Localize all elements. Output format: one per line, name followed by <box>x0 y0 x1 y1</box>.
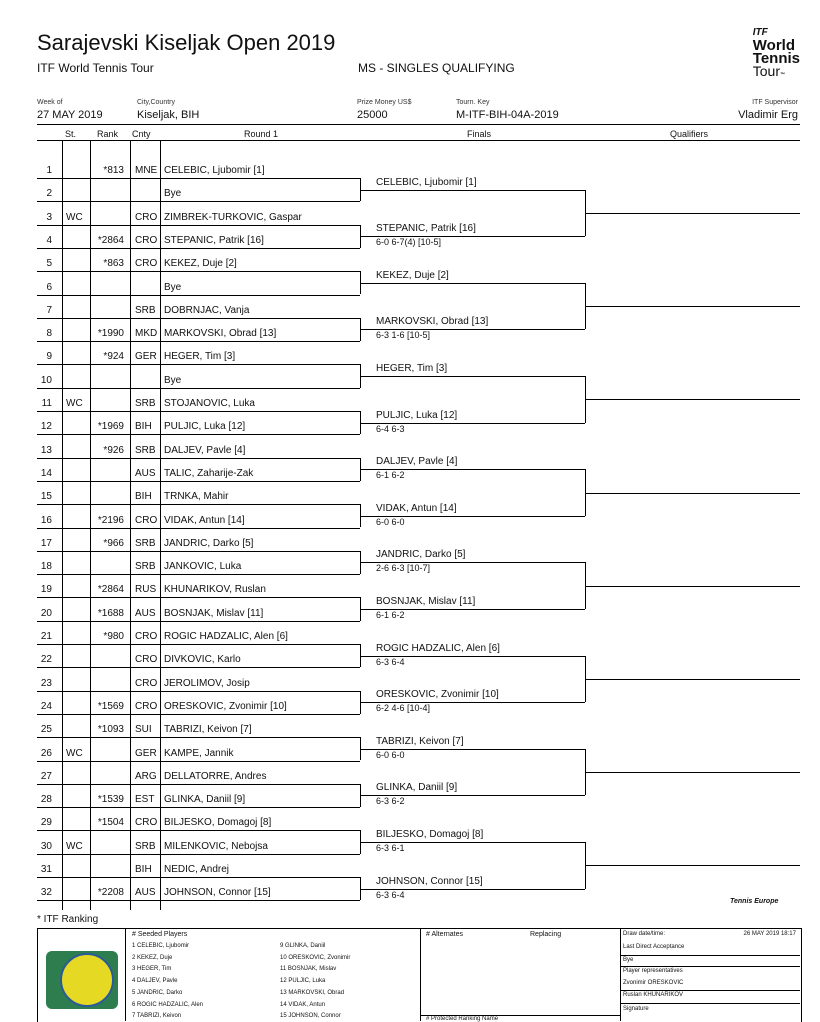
player-country: AUS <box>135 887 156 899</box>
seeded-player: 11 BOSNJAK, Mislav <box>280 966 337 973</box>
finals-winner-score: 6-2 4-6 [10-4] <box>376 703 431 714</box>
draw-number: 27 <box>40 770 52 782</box>
draw-number: 25 <box>40 724 52 736</box>
finals-winner-score: 6-3 6-2 <box>376 796 405 807</box>
draw-number: 21 <box>40 631 52 642</box>
seeded-player: 1 CELEBIC, Ljubomir <box>132 943 190 949</box>
player-name: DELLATORRE, Andres <box>164 770 267 782</box>
player-rank: *2864 <box>97 234 124 246</box>
player-name: PULJIC, Luka [12] <box>164 421 246 433</box>
prize-label: Prize Money US$ <box>357 99 412 106</box>
finals-winner-name: GLINKA, Daniil [9] <box>376 782 458 794</box>
page-title: Sarajevski Kiseljak Open 2019 <box>37 30 336 55</box>
finals-winner-score: 6-0 6-0 <box>376 749 405 760</box>
lda-label: Last Direct Acceptance <box>623 944 685 950</box>
row-rule <box>37 434 360 435</box>
row-rule <box>37 667 360 668</box>
itf-ranking-note: * ITF Ranking <box>37 914 99 925</box>
seeded-player: 3 HEGER, Tim <box>132 966 172 973</box>
player-country: ARG <box>135 770 157 782</box>
row-rule <box>37 644 360 645</box>
tennis-ball-icon <box>60 953 114 1007</box>
player-name: DIVKOVIC, Karlo <box>164 654 241 666</box>
qualifier-line <box>585 399 800 400</box>
finals-winner-score: 6-1 6-2 <box>376 610 405 621</box>
col-finals: Finals <box>467 129 492 139</box>
grid-line-name <box>160 140 161 910</box>
player-name: DALJEV, Pavle [4] <box>164 444 246 456</box>
grid-line-st <box>62 140 63 910</box>
draw-number: 31 <box>40 864 52 875</box>
rep-rule-1 <box>620 990 800 991</box>
seeded-player: 10 ORESKOVIC, Zvonimir <box>280 954 351 961</box>
draw-number: 12 <box>40 421 52 433</box>
header-rule <box>37 124 800 125</box>
seeded-title: # Seeded Players <box>132 931 188 938</box>
row-rule <box>37 830 360 831</box>
reps-label: Player representatives <box>623 968 683 974</box>
row-rule <box>37 574 360 575</box>
replacing-title: Replacing <box>530 931 562 938</box>
row-rule <box>37 225 360 226</box>
player-name: KAMPE, Jannik <box>164 747 234 759</box>
player-name: Bye <box>164 281 182 293</box>
player-name: ROGIC HADZALIC, Alen [6] <box>164 631 288 642</box>
city-label: City,Country <box>137 99 175 106</box>
player-name: KEKEZ, Duje [2] <box>164 258 237 270</box>
player-country: SRB <box>135 398 156 409</box>
week-label: Week of <box>37 99 63 106</box>
draw-number: 3 <box>46 211 52 223</box>
player-name: BOSNJAK, Mislav [11] <box>164 607 264 619</box>
week-value: 27 MAY 2019 <box>37 109 103 121</box>
entry-status: WC <box>66 398 83 409</box>
row-rule <box>37 900 360 901</box>
qualifier-line <box>585 306 800 307</box>
page-subtitle: ITF World Tennis Tour <box>37 61 154 75</box>
entry-status: WC <box>66 747 83 759</box>
draw-date-label: Draw date/time: <box>623 931 666 937</box>
draw-number: 9 <box>46 351 52 363</box>
logo-itf: ITF <box>752 27 768 38</box>
row-rule <box>37 854 360 855</box>
draw-number: 28 <box>40 794 52 806</box>
player-rank: *924 <box>103 351 124 363</box>
player-country: SRB <box>135 561 156 573</box>
player-country: SRB <box>135 537 156 549</box>
finals-winner-name: HEGER, Tim [3] <box>376 363 448 375</box>
finals-winner-score: 6-4 6-3 <box>376 423 405 434</box>
row-rule <box>37 528 360 529</box>
finals-winner-name: PULJIC, Luka [12] <box>376 409 458 421</box>
player-country: CRO <box>135 258 158 270</box>
footer-divider-2 <box>420 928 421 1021</box>
draw-number: 30 <box>40 840 52 852</box>
player-country: MKD <box>135 328 158 340</box>
player-rank: *1093 <box>97 724 124 736</box>
player-name: HEGER, Tim [3] <box>164 351 236 363</box>
qualifier-line <box>585 213 800 214</box>
player-country: GER <box>135 747 157 759</box>
player-country: CRO <box>135 817 158 829</box>
row-rule <box>37 458 360 459</box>
row-rule <box>37 621 360 622</box>
logo-line3: Tour <box>752 63 780 79</box>
grid-line-cnty <box>130 140 131 910</box>
player-name: TRNKA, Mahir <box>164 491 229 503</box>
player-name: NEDIC, Andrej <box>164 864 230 875</box>
entry-status: WC <box>66 211 83 223</box>
player-country: CRO <box>135 677 158 689</box>
finals-winner-name: KEKEZ, Duje [2] <box>376 269 449 281</box>
finals-winner-score: 6-0 6-7(4) [10-5] <box>376 237 442 248</box>
player-name: DOBRNJAC, Vanja <box>164 304 250 316</box>
player-name: KHUNARIKOV, Ruslan <box>164 584 266 596</box>
seeded-player: 5 JANDRIC, Darko <box>132 989 183 996</box>
player-name: STOJANOVIC, Luka <box>164 398 255 409</box>
draw-number: 24 <box>40 700 52 712</box>
draw-number: 13 <box>40 444 52 456</box>
player-name: CELEBIC, Ljubomir [1] <box>164 165 265 176</box>
player-name: Bye <box>164 374 182 386</box>
player-rank: *813 <box>103 165 124 176</box>
logo-line1: World <box>752 37 795 54</box>
draw-type: MS - SINGLES QUALIFYING <box>358 61 515 75</box>
row-rule <box>37 388 360 389</box>
player-name: MILENKOVIC, Nebojsa <box>164 840 268 852</box>
col-qualifiers: Qualifiers <box>670 129 709 139</box>
footer-divider-3 <box>620 928 621 1021</box>
draw-number: 16 <box>40 514 52 526</box>
player-country: SRB <box>135 444 156 456</box>
rep-1: Zvonimir ORESKOVIC <box>623 980 684 986</box>
player-name: JOHNSON, Connor [15] <box>164 887 271 899</box>
finals-winner-score: 6-1 6-2 <box>376 470 405 481</box>
player-name: JANKOVIC, Luka <box>164 561 242 573</box>
finals-winner-score: 6-3 1-6 [10-5] <box>376 330 431 341</box>
player-rank: *966 <box>103 537 124 549</box>
col-st: St. <box>65 129 77 139</box>
row-rule <box>37 248 360 249</box>
protected-title: # Protected Ranking Name <box>426 1016 499 1022</box>
seeded-player: 12 PULJIC, Luka <box>280 978 326 985</box>
player-country: SUI <box>135 724 152 736</box>
row-rule <box>37 714 360 715</box>
rep-2: Ruslan KHUNARIKOV <box>623 992 684 998</box>
tourn-key-value: M-ITF-BIH-04A-2019 <box>456 109 559 121</box>
row-rule <box>37 504 360 505</box>
finals-winner-name: JOHNSON, Connor [15] <box>376 875 483 887</box>
player-country: GER <box>135 351 157 363</box>
player-rank: *1504 <box>97 817 124 829</box>
player-rank: *2208 <box>97 887 124 899</box>
seeded-player: 15 JOHNSON, Connor <box>280 1013 341 1020</box>
draw-number: 18 <box>40 561 52 573</box>
player-country: AUS <box>135 607 156 619</box>
finals-winner-score: 2-6 6-3 [10-7] <box>376 563 431 574</box>
player-country: EST <box>135 794 155 806</box>
player-name: ZIMBREK-TURKOVIC, Gaspar <box>164 211 302 223</box>
player-rank: *1990 <box>97 328 124 340</box>
seeded-player: 2 KEKEZ, Duje <box>132 954 173 961</box>
finals-winner-name: MARKOVSKI, Obrad [13] <box>376 316 489 328</box>
seeded-player: 7 TABRIZI, Keivon <box>132 1013 182 1020</box>
col-round1: Round 1 <box>244 129 279 139</box>
supervisor-value: Vladimir Erg <box>738 109 798 121</box>
row-rule <box>37 271 360 272</box>
draw-number: 15 <box>40 491 52 503</box>
draw-number: 11 <box>41 398 52 409</box>
draw-number: 20 <box>40 607 52 619</box>
player-country: AUS <box>135 467 156 479</box>
draw-number: 7 <box>46 304 52 316</box>
player-rank: *1539 <box>97 794 124 806</box>
finals-winner-name: CELEBIC, Ljubomir [1] <box>376 176 477 188</box>
finals-winner-score: 6-0 6-0 <box>376 516 405 527</box>
qualifier-line <box>585 586 800 587</box>
finals-winner-score: 6-3 6-4 <box>376 889 405 900</box>
rep-rule-2 <box>620 1003 800 1004</box>
finals-winner-name: TABRIZI, Keivon [7] <box>376 735 464 747</box>
itf-logo <box>753 26 800 82</box>
seeded-player: 9 GLINKA, Daniil <box>280 943 326 949</box>
logo-line2: Tennis <box>752 50 800 67</box>
player-name: BILJESKO, Domagoj [8] <box>164 817 272 829</box>
reps-rule <box>620 966 800 967</box>
draw-number: 14 <box>40 467 52 479</box>
player-rank: *1969 <box>97 421 124 433</box>
draw-number: 29 <box>40 817 52 829</box>
draw-number: 10 <box>40 374 52 386</box>
alternates-title: # Alternates <box>426 931 463 938</box>
draw-number: 8 <box>46 328 52 340</box>
player-name: GLINKA, Daniil [9] <box>164 794 246 806</box>
row-rule <box>37 295 360 296</box>
finals-line <box>360 376 585 377</box>
finals-line <box>360 190 585 191</box>
row-rule <box>37 364 360 365</box>
row-rule <box>37 551 360 552</box>
entry-status: WC <box>66 840 83 852</box>
draw-number: 6 <box>46 281 52 293</box>
footer-divider-1 <box>125 928 126 1021</box>
player-country: SRB <box>135 840 156 852</box>
sponsor-logo: Tennis Europe <box>730 898 779 905</box>
draw-number: 32 <box>40 887 52 899</box>
col-cnty: Cnty <box>132 129 151 139</box>
player-country: CRO <box>135 234 158 246</box>
row-rule <box>37 761 360 762</box>
draw-number: 1 <box>46 165 52 176</box>
row-rule <box>37 411 360 412</box>
column-header-rule <box>37 140 800 141</box>
finals-winner-name: DALJEV, Pavle [4] <box>376 456 458 468</box>
draw-number: 4 <box>46 234 52 246</box>
finals-winner-score: 6-3 6-4 <box>376 656 405 667</box>
player-rank: *1688 <box>97 607 124 619</box>
row-rule <box>37 178 360 179</box>
seeded-player: 13 MARKOVSKI, Obrad <box>280 989 345 996</box>
player-country: BIH <box>135 864 152 875</box>
player-country: CRO <box>135 211 158 223</box>
player-rank: *1569 <box>97 700 124 712</box>
qualifier-line <box>585 493 800 494</box>
player-name: TALIC, Zaharije-Zak <box>164 467 254 479</box>
finals-winner-name: ORESKOVIC, Zvonimir [10] <box>376 689 499 701</box>
player-name: Bye <box>164 188 182 200</box>
player-name: VIDAK, Antun [14] <box>164 514 245 526</box>
draw-date-value: 26 MAY 2019 18:17 <box>743 931 796 937</box>
row-rule <box>37 201 360 202</box>
finals-winner-name: BOSNJAK, Mislav [11] <box>376 596 476 608</box>
row-rule <box>37 737 360 738</box>
player-name: TABRIZI, Keivon [7] <box>164 724 252 736</box>
draw-number: 23 <box>40 677 52 689</box>
player-name: JANDRIC, Darko [5] <box>164 537 254 549</box>
player-country: RUS <box>135 584 157 596</box>
draw-number: 5 <box>46 258 52 270</box>
finals-line <box>360 283 585 284</box>
player-rank: *2196 <box>97 514 124 526</box>
city-value: Kiseljak, BIH <box>137 109 200 121</box>
tourn-key-label: Tourn. Key <box>456 99 490 106</box>
player-name: STEPANIC, Patrik [16] <box>164 234 264 246</box>
lda-value: Bye <box>623 957 634 963</box>
player-country: CRO <box>135 700 158 712</box>
player-rank: *980 <box>103 631 124 642</box>
finals-winner-name: BILJESKO, Domagoj [8] <box>376 829 484 841</box>
row-rule <box>37 807 360 808</box>
finals-winner-name: ROGIC HADZALIC, Alen [6] <box>376 642 500 654</box>
prize-value: 25000 <box>357 109 388 121</box>
player-name: ORESKOVIC, Zvonimir [10] <box>164 700 287 712</box>
col-rank: Rank <box>97 129 119 139</box>
row-rule <box>37 318 360 319</box>
draw-number: 26 <box>40 747 52 759</box>
player-country: CRO <box>135 654 158 666</box>
finals-winner-name: VIDAK, Antun [14] <box>376 502 457 514</box>
player-name: JEROLIMOV, Josip <box>164 677 250 689</box>
row-rule <box>37 597 360 598</box>
qualifier-line <box>585 865 800 866</box>
player-rank: *2864 <box>97 584 124 596</box>
row-rule <box>37 877 360 878</box>
row-rule <box>37 481 360 482</box>
player-rank: *863 <box>103 258 124 270</box>
player-name: MARKOVSKI, Obrad [13] <box>164 328 277 340</box>
row-rule <box>37 341 360 342</box>
player-country: BIH <box>135 491 152 503</box>
player-rank: *926 <box>103 444 124 456</box>
player-country: CRO <box>135 514 158 526</box>
supervisor-label: ITF Supervisor <box>752 99 798 106</box>
qualifier-line <box>585 772 800 773</box>
finals-winner-name: JANDRIC, Darko [5] <box>376 549 466 561</box>
draw-number: 22 <box>40 654 52 666</box>
qualifier-line <box>585 679 800 680</box>
player-country: SRB <box>135 304 156 316</box>
seeded-player: 4 DALJEV, Pavle <box>132 978 178 985</box>
player-country: CRO <box>135 631 158 642</box>
player-country: MNE <box>135 165 158 176</box>
finals-winner-score: 6-3 6-1 <box>376 843 405 854</box>
row-rule <box>37 784 360 785</box>
draw-number: 19 <box>40 584 52 596</box>
row-rule <box>37 691 360 692</box>
logo-tm: ™ <box>780 72 785 78</box>
draw-number: 2 <box>46 188 52 200</box>
player-country: BIH <box>135 421 152 433</box>
signature-label: Signature <box>623 1006 649 1012</box>
draw-number: 17 <box>40 537 52 549</box>
lda-rule <box>620 955 800 956</box>
finals-winner-name: STEPANIC, Patrik [16] <box>376 223 476 235</box>
seeded-player: 14 VIDAK, Antun <box>280 1001 326 1008</box>
seeded-player: 6 ROGIC HADZALIC, Alen <box>132 1001 204 1008</box>
